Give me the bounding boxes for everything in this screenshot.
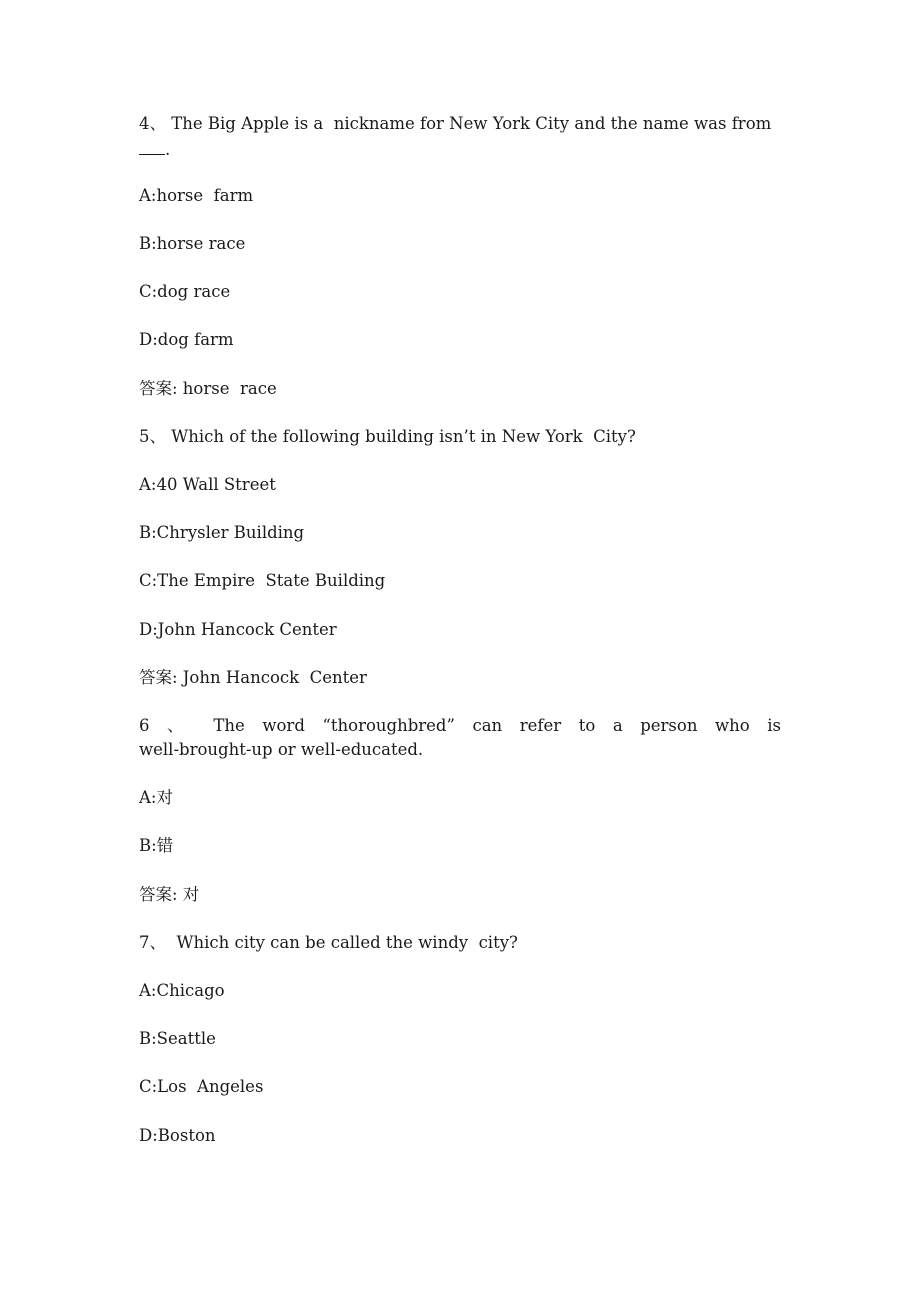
question-4-option-a: A:horse farm <box>139 186 254 205</box>
question-5-option-c: C:The Empire State Building <box>139 571 386 590</box>
question-5-option-a: A:40 Wall Street <box>139 475 276 494</box>
question-7-text: 7、 Which city can be called the windy city? <box>139 933 518 952</box>
question-5-option-d: D:John Hancock Center <box>139 620 337 639</box>
question-4-option-c: C:dog race <box>139 282 231 301</box>
question-4-period: . <box>165 140 171 159</box>
question-5-text: 5、 Which of the following building isn’t in New York City? <box>139 427 636 446</box>
question-4-option-b: B:horse race <box>139 234 246 253</box>
question-4-text-line2 <box>139 140 170 160</box>
question-5-answer: 答案: John Hancock Center <box>139 668 367 687</box>
question-4-answer: 答案: horse race <box>139 379 277 398</box>
question-6-answer: 答案: 对 <box>139 885 200 904</box>
question-7-option-a: A:Chicago <box>139 981 225 1000</box>
question-7-option-c: C:Los Angeles <box>139 1077 264 1096</box>
question-7-option-b: B:Seattle <box>139 1029 216 1048</box>
question-4-text: 4、 The Big Apple is a nickname for New York City and the name was from <box>139 114 772 133</box>
question-7-option-d: D:Boston <box>139 1126 216 1145</box>
question-5-option-b: B:Chrysler Building <box>139 523 305 542</box>
question-4-option-d: D:dog farm <box>139 330 234 349</box>
question-6-text: 6 、 The word “thoroughbred” can refer to a person who is <box>139 716 781 735</box>
question-6-option-b: B:错 <box>139 836 174 855</box>
question-6-text-line2: well-brought-up or well-educated. <box>139 740 424 759</box>
answer-blank <box>139 140 165 155</box>
question-6-option-a: A:对 <box>139 788 173 807</box>
